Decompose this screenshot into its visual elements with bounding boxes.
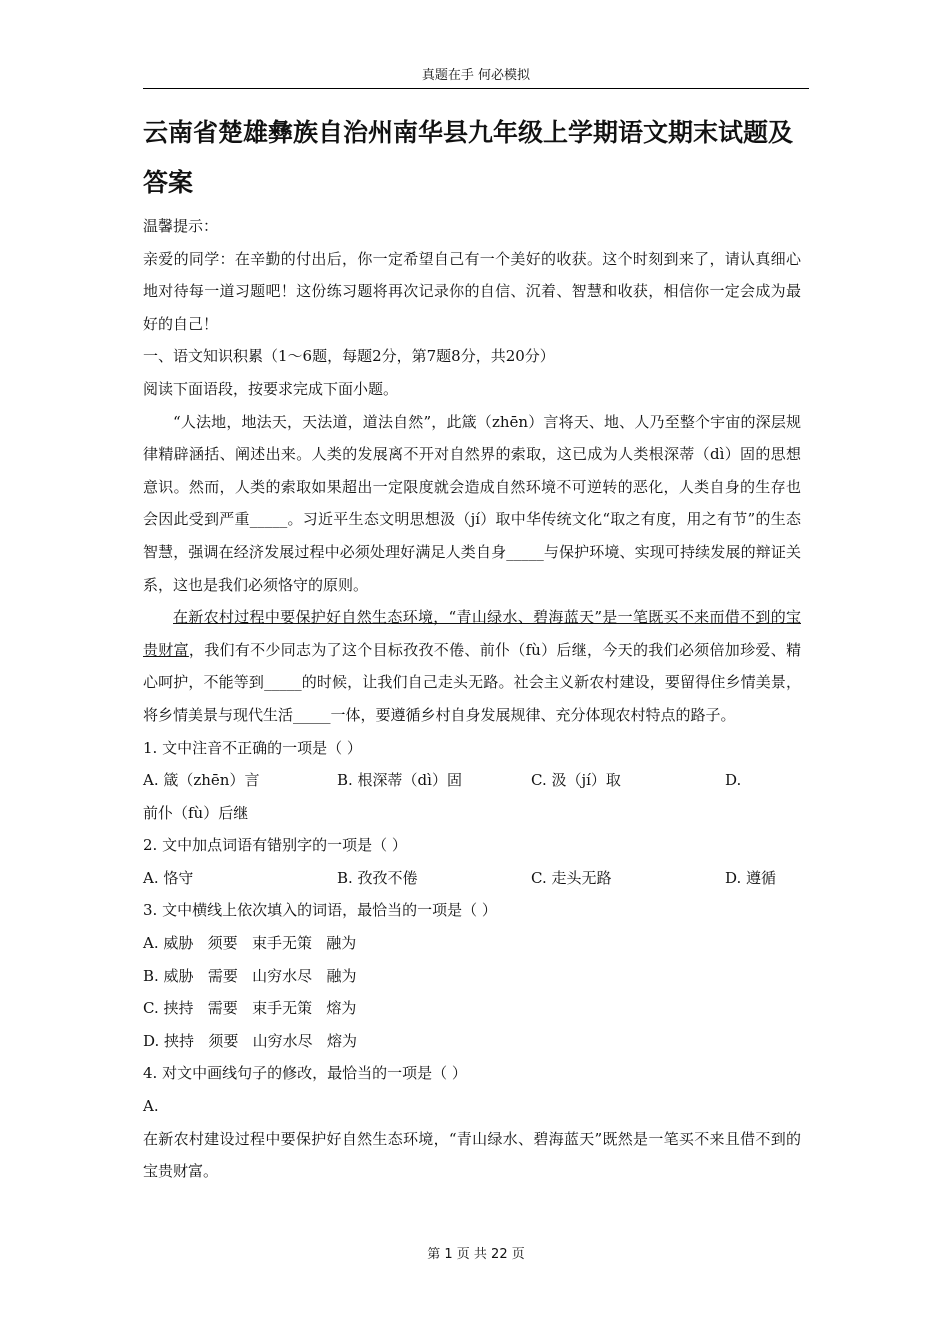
- passage-paragraph-1: “人法地，地法天，天法道，道法自然”，此箴（zhēn）言将天、地、人乃至整个宇宙的深层规律精辟涵括、阐述出来。人类的发展离不开对自然界的索取，这已成为人类根深蒂（dì）固的思想意识。然而，人类的索取如果超出一定限度就会造成自然环境不可逆转的恶化，人类自身的生存也会因此受到严重_____。习近平生态文明思想汲（jí）取中华传统文化“取之有度，用之有节”的生态智慧，强调在经济发展过程中必须处理好满足人类自身_____与保护环境、实现可持续发展的辩证关系，这也是我们必须恪守的原则。: [143, 412, 801, 594]
- q3-option-c: C. 挟持 需要 束手无策 熔为: [143, 999, 357, 1018]
- q3-option-a: A. 威胁 须要 束手无策 融为: [143, 934, 357, 953]
- header-divider: [143, 88, 809, 89]
- page-footer: 第 1 页 共 22 页: [427, 1247, 525, 1262]
- document-title: 云南省楚雄彝族自治州南华县九年级上学期语文期末试题及答案: [143, 118, 794, 197]
- document-body: [143, 210, 801, 1188]
- q2-option-b: B. 孜孜不倦: [337, 868, 418, 887]
- section-heading: 一、语文知识积累（1～6题，每题2分，第7题8分，共20分）: [143, 347, 555, 366]
- q4-option-a-text: 在新农村建设过程中要保护好自然生态环境，“青山绿水、碧海蓝天”既然是一笔买不来且借不到的宝贵财富。: [143, 1129, 801, 1181]
- passage-paragraph-2-rest: ，我们有不少同志为了这个目标孜孜不倦、前仆（fù）后继，今天的我们必须倍加珍爱、精心呵护，不能等到_____的时候，让我们自己走头无路。社会主义新农村建设，要留得住乡情美景，将乡情美景与现代生活_____一体，要遵循乡村自身发展规律、充分体现农村特点的路子。: [143, 640, 801, 724]
- q2-option-a: A. 恪守: [143, 868, 194, 887]
- question-3-stem: 3. 文中横线上依次填入的词语，最恰当的一项是（ ）: [143, 901, 497, 920]
- question-1-stem: 1. 文中注音不正确的一项是（ ）: [143, 738, 362, 757]
- reading-instruction: 阅读下面语段，按要求完成下面小题。: [143, 379, 399, 398]
- question-1-options: [143, 764, 801, 797]
- passage-paragraph-2: [143, 601, 801, 731]
- tip-text: 亲爱的同学：在辛勤的付出后，你一定希望自己有一个美好的收获。这个时刻到来了，请认真细心地对待每一道习题吧！这份练习题将再次记录你的自信、沉着、智慧和收获，相信你一定会成为最好的自己！: [143, 249, 801, 333]
- question-2-options: [143, 862, 801, 895]
- question-2-stem: 2. 文中加点词语有错别字的一项是（ ）: [143, 836, 407, 855]
- q1-option-d-text: 前仆（fù）后继: [143, 803, 249, 822]
- q1-option-c: C. 汲（jí）取: [531, 771, 621, 790]
- q3-option-d: D. 挟持 须要 山穷水尽 熔为: [143, 1031, 357, 1050]
- underlined-sentence: 在新农村过程中要保护好自然生态环境，“青山绿水、碧海蓝天”是一笔既买不来而借不到的宝贵财富: [143, 608, 801, 659]
- q4-option-a: A.: [143, 1097, 159, 1116]
- q1-option-a: A. 箴（zhēn）言: [143, 771, 260, 790]
- q2-option-d: D. 遵循: [725, 868, 777, 887]
- tip-label: 温馨提示：: [143, 217, 219, 235]
- q1-option-b: B. 根深蒂（dì）固: [337, 771, 462, 790]
- page-header: 真题在手 何必模拟: [421, 68, 531, 83]
- q3-option-b: B. 威胁 需要 山穷水尽 融为: [143, 966, 357, 985]
- q2-option-c: C. 走头无路: [531, 868, 612, 887]
- q1-option-d: D.: [725, 771, 742, 790]
- question-4-stem: 4. 对文中画线句子的修改，最恰当的一项是（ ）: [143, 1064, 467, 1083]
